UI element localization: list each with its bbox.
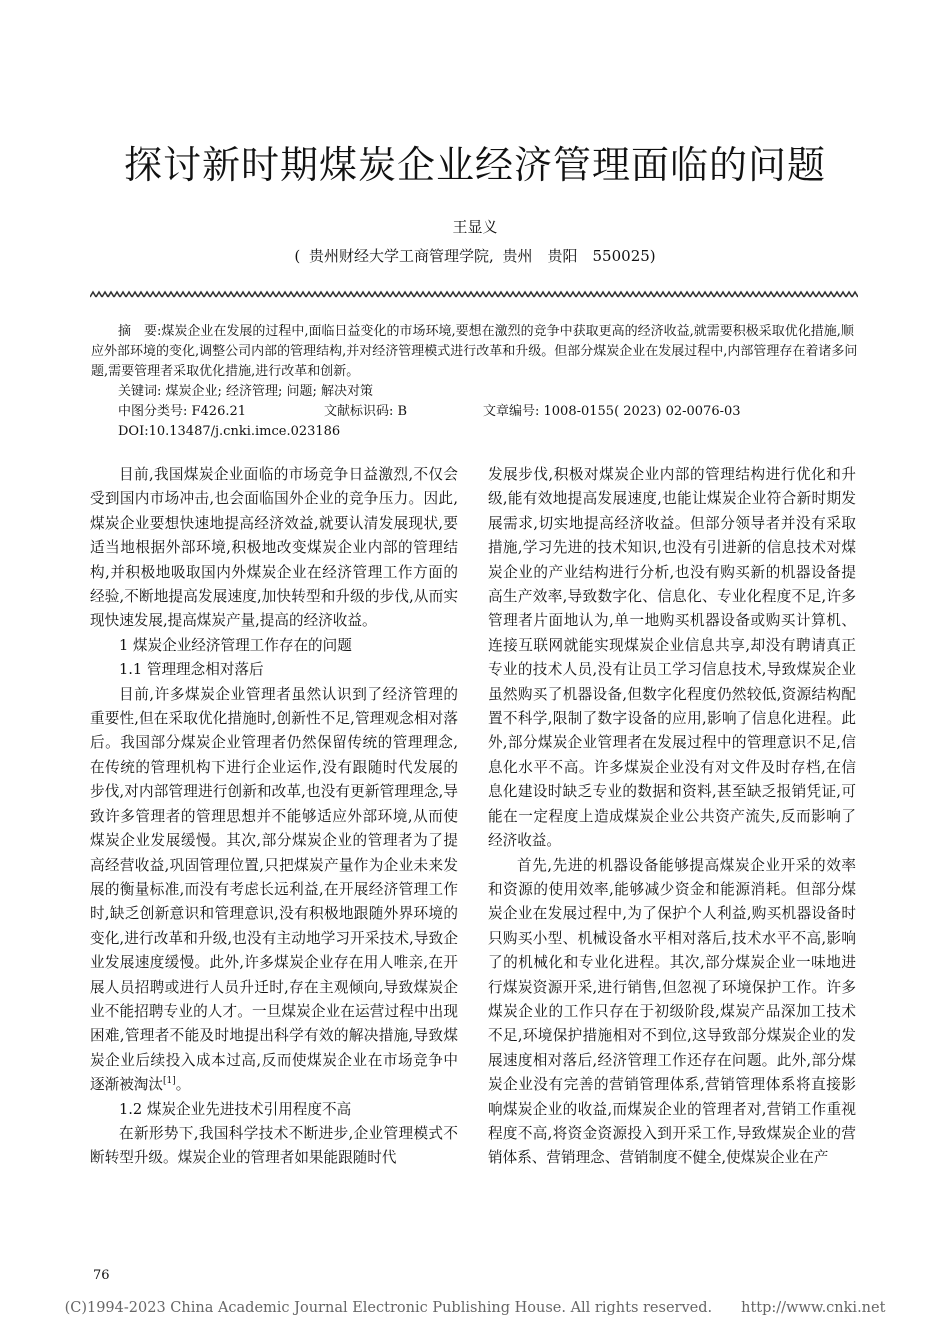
body-paragraph — [90, 683, 458, 1098]
right-column — [488, 463, 856, 1171]
body-paragraph: 首先,先进的机器设备能够提高煤炭企业开采的效率和资源的使用效率,能够减少资金和能源消耗。但部分煤炭企业在发展过程中,为了保护个人利益,购买机器设备时只购买小型、机械设备水平相对落后,技术水平不高,影响了的机械化和专业化进程。其次,部分煤炭企业一味地进行煤炭资源开采,进行销售,但忽视了环境保护工作。许多煤炭企业的工作只存在于初级阶段,煤炭产品深加工技术不足,环境保护措施相对不到位,这导致部分煤炭企业的发展速度相对落后,经济管理工作还存在问题。此外,部分煤炭企业没有完善的营销管理体系,营销管理体系将直接影响煤炭企业的收益,而煤炭企业的管理者对,营销工作重视程度不高,将资金资源投入到开采工作,导致煤炭企业的营销体系、营销理念、营销制度不健全,使煤炭企业在产 — [488, 856, 856, 1167]
citation: [1] — [162, 1076, 176, 1087]
subsection-heading: 1.2 煤炭企业先进技术引用程度不高 — [119, 1100, 352, 1118]
subsection-heading: 1.1 管理理念相对落后 — [119, 661, 264, 679]
page-number: 76 — [93, 1268, 110, 1283]
abstract — [91, 322, 859, 382]
wavy-divider — [90, 290, 858, 300]
classification-row — [91, 402, 859, 422]
abstract-label: 摘 要: — [118, 324, 162, 339]
doi: DOI:10.13487/j.cnki.imce.023186 — [118, 424, 341, 439]
body-paragraph: 目前,我国煤炭企业面临的市场竞争日益激烈,不仅会受到国内市场冲击,也会面临国外企业的竞争压力。因此,煤炭企业要想快速地提高经济效益,就要认清发展现状,要适当地根据外部环境,积极地改变煤炭企业内部的管理结构,并积极地吸取国内外煤炭企业在经济管理工作方面的经验,不断地提高发展速度,加快转型和升级的步伐,从而实现快速发展,提高煤炭产量,提高的经济收益。 — [90, 466, 458, 630]
copyright-footer: (C)1994-2023 China Academic Journal Electronic Publishing House. All rights reserved. http://www.cnki.net — [64, 1300, 886, 1316]
keywords: 关键词: 煤炭企业; 经济管理; 问题; 解决对策 — [118, 384, 374, 399]
abstract-block — [91, 322, 859, 442]
section-heading: 1 煤炭企业经济管理工作存在的问题 — [119, 636, 352, 654]
paper-title: 探讨新时期煤炭企业经济管理面临的问题 — [123, 143, 826, 187]
clc-number: 中图分类号: F426.21 — [118, 404, 247, 419]
article-number: 文章编号: 1008-0155( 2023) 02-0076-03 — [483, 404, 741, 419]
document-code: 文献标识码: B — [324, 404, 408, 419]
author: 王显义 — [452, 218, 498, 236]
abstract-text: 煤炭企业在发展的过程中,面临日益变化的市场环境,要想在激烈的竞争中获取更高的经济收益,就需要积极采取优化措施,顺应外部环境的变化,调整公司内部的管理结构,并对经济管理模式进行改革和升级。但部分煤炭企业在发展过程中,内部管理存在着诸多问题,需要管理者采取优化措施,进行改革和创新。 — [91, 324, 858, 379]
left-column — [90, 463, 458, 1171]
affiliation: ( 贵州财经大学工商管理学院, 贵州 贵阳 550025) — [294, 247, 656, 265]
paragraph-end: 。 — [175, 1076, 191, 1094]
body-paragraph: 发展步伐,积极对煤炭企业内部的管理结构进行优化和升级,能有效地提高发展速度,也能让煤炭企业符合新时期发展需求,切实地提高经济收益。但部分领导者并没有采取措施,学习先进的技术知识,也没有引进新的信息技术对煤炭企业的产业结构进行分析,也没有购买新的机器设备提高生产效率,导致数字化、信息化、专业化程度不足,许多管理者片面地认为,单一地购买机器设备或购买计算机、连接互联网就能实现煤炭企业信息共享,却没有聘请真正专业的技术人员,没有让员工学习信息技术,导致煤炭企业虽然购买了机器设备,但数字化程度仍然较低,资源结构配置不科学,限制了数字设备的应用,影响了信息化进程。此外,部分煤炭企业管理者在发展过程中的管理意识不足,信息化水平不高。许多煤炭企业没有对文件及时存档,在信息化建设时缺乏专业的数据和资料,甚至缺乏报销凭证,可能在一定程度上造成煤炭企业公共资产流失,反而影响了经济收益。 — [488, 466, 856, 850]
paragraph-text: 目前,许多煤炭企业管理者虽然认识到了经济管理的重要性,但在采取优化措施时,创新性不足,管理观念相对落后。我国部分煤炭企业管理者仍然保留传统的管理理念,在传统的管理机构下进行企业运作,没有跟随时代发展的步伐,对内部管理进行创新和改革,也没有更新管理理念,导致许多管理者的管理思想并不能够适应外部环境,从而使煤炭企业发展缓慢。其次,部分煤炭企业的管理者为了提高经营收益,巩固管理位置,只把煤炭产量作为企业未来发展的衡量标准,而没有考虑长远利益,在开展经济管理工作时,缺乏创新意识和管理意识,没有积极地跟随外界环境的变化,进行改革和升级,也没有主动地学习开采技术,导致企业发展速度缓慢。此外,许多煤炭企业存在用人唯亲,在开展人员招聘或进行人员升迁时,存在主观倾向,导致煤炭企业不能招聘专业的人才。一旦煤炭企业在运营过程中出现困难,管理者不能及时地提出科学有效的解决措施,导致煤炭企业后续投入成本过高,反而使煤炭企业在市场竞争中逐渐被淘汰 — [90, 685, 458, 1094]
body-paragraph: 在新形势下,我国科学技术不断进步,企业管理模式不断转型升级。煤炭企业的管理者如果能跟随时代 — [90, 1124, 458, 1167]
